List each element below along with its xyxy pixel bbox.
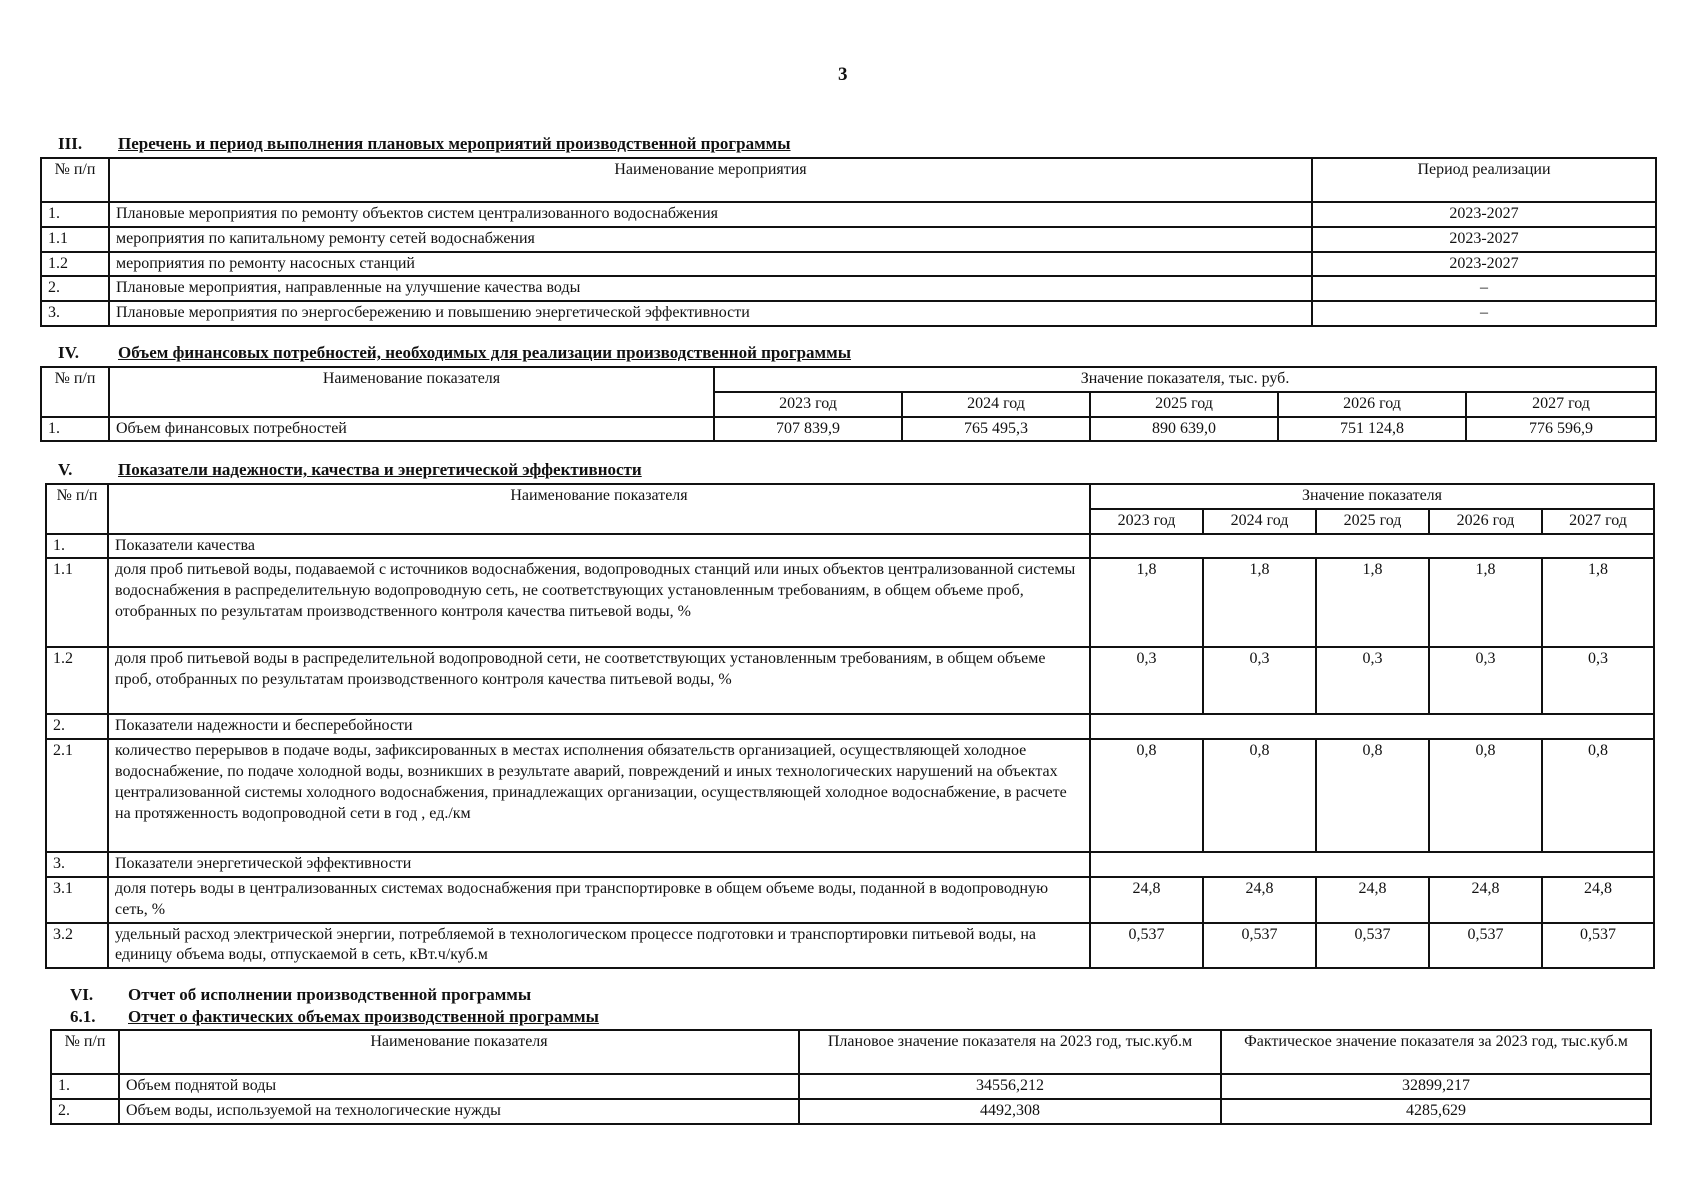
header-year-2023: 2023 год [714,392,902,417]
row-name: Плановые мероприятия по энергосбережению и повышению энергетической эффективности [109,301,1312,326]
row-value-2023: 0,3 [1090,647,1203,714]
section-5-title [58,460,642,480]
header-period: Период реализации [1312,158,1656,202]
row-actual-value: 4285,629 [1221,1099,1651,1124]
header-number: № п/п [41,367,109,417]
row-number: 3.1 [46,877,108,923]
section-3-number: III. [58,134,83,153]
row-values-empty [1090,534,1654,559]
header-year-2026: 2026 год [1278,392,1466,417]
row-name: доля потерь воды в централизованных системах водоснабжения при транспортировке в общем объеме воды, поданной в водопроводную сеть, % [108,877,1090,923]
row-value-2023: 24,8 [1090,877,1203,923]
row-value-2024: 1,8 [1203,558,1316,647]
row-name: Показатели качества [108,534,1090,559]
row-value-2024: 24,8 [1203,877,1316,923]
row-plan-value: 4492,308 [799,1099,1221,1124]
section-4-number: IV. [58,343,79,362]
row-plan-value: 34556,212 [799,1074,1221,1099]
header-year-2023: 2023 год [1090,509,1203,534]
row-number: 1.2 [46,647,108,714]
row-number: 1.1 [41,227,109,252]
section-3-heading: Перечень и период выполнения плановых мероприятий производственной программы [118,134,791,153]
table-row [46,852,1654,877]
row-value-2027: 0,3 [1542,647,1654,714]
row-period: 2023-2027 [1312,227,1656,252]
row-value-2026: 1,8 [1429,558,1542,647]
row-number: 2.1 [46,739,108,852]
row-value-2027: 1,8 [1542,558,1654,647]
row-number: 1.2 [41,252,109,277]
row-number: 1.1 [46,558,108,647]
header-plan-value: Плановое значение показателя на 2023 год, тыс.куб.м [799,1030,1221,1074]
row-name: Плановые мероприятия по ремонту объектов систем централизованного водоснабжения [109,202,1312,227]
row-value-2024: 0,8 [1203,739,1316,852]
row-name: Показатели надежности и бесперебойности [108,714,1090,739]
row-value-2024: 0,537 [1203,923,1316,969]
row-number: 2. [41,276,109,301]
table-row [41,227,1656,252]
row-name: мероприятия по ремонту насосных станций [109,252,1312,277]
subsection-6-1-title [70,1007,599,1027]
row-value-2025: 24,8 [1316,877,1429,923]
header-year-2026: 2026 год [1429,509,1542,534]
header-indicator-name: Наименование показателя [108,484,1090,534]
financial-needs-table [40,366,1657,442]
row-name: удельный расход электрической энергии, потребляемой в технологическом процессе подготовки и транспортировки питьевой воды, на единицу объема воды, отпускаемой в сеть, кВт.ч/куб.м [108,923,1090,969]
subsection-6-1-number: 6.1. [70,1007,96,1026]
row-name: Показатели энергетической эффективности [108,852,1090,877]
row-value-2023: 0,537 [1090,923,1203,969]
header-indicator-name: Наименование показателя [119,1030,799,1074]
header-year-2025: 2025 год [1090,392,1278,417]
row-number: 3. [46,852,108,877]
row-value-2023: 0,8 [1090,739,1203,852]
row-value-2025: 890 639,0 [1090,417,1278,442]
table-row [41,276,1656,301]
row-value-2027: 24,8 [1542,877,1654,923]
header-number: № п/п [46,484,108,534]
row-value-2026: 24,8 [1429,877,1542,923]
table-row [51,1099,1651,1124]
row-value-2024: 765 495,3 [902,417,1090,442]
row-period: 2023-2027 [1312,252,1656,277]
row-name: Объем финансовых потребностей [109,417,714,442]
row-value-2024: 0,3 [1203,647,1316,714]
row-number: 2. [51,1099,119,1124]
subsection-6-1-heading: Отчет о фактических объемах производственной программы [128,1007,599,1026]
section-4-title [58,343,851,363]
section-5-heading: Показатели надежности, качества и энергетической эффективности [118,460,642,479]
header-number: № п/п [51,1030,119,1074]
row-value-2025: 0,537 [1316,923,1429,969]
table-row [46,739,1654,852]
row-number: 1. [46,534,108,559]
header-year-2024: 2024 год [1203,509,1316,534]
table-row [46,714,1654,739]
row-name: Плановые мероприятия, направленные на улучшение качества воды [109,276,1312,301]
row-period: 2023-2027 [1312,202,1656,227]
section-5-number: V. [58,460,73,479]
header-indicator-value: Значение показателя [1090,484,1654,509]
header-actual-value: Фактическое значение показателя за 2023 год, тыс.куб.м [1221,1030,1651,1074]
row-period: – [1312,276,1656,301]
table-row [46,647,1654,714]
indicators-table [45,483,1655,969]
row-number: 2. [46,714,108,739]
production-report-table [50,1029,1652,1125]
table-row [46,534,1654,559]
row-values-empty [1090,714,1654,739]
row-name: Объем поднятой воды [119,1074,799,1099]
table-row [51,1074,1651,1099]
section-3-title [58,134,791,154]
header-year-2024: 2024 год [902,392,1090,417]
activities-table [40,157,1657,327]
row-value-2026: 751 124,8 [1278,417,1466,442]
row-values-empty [1090,852,1654,877]
row-name: мероприятия по капитальному ремонту сетей водоснабжения [109,227,1312,252]
header-number: № п/п [41,158,109,202]
row-number: 1. [41,417,109,442]
header-year-2025: 2025 год [1316,509,1429,534]
header-year-2027: 2027 год [1542,509,1654,534]
row-name: доля проб питьевой воды, подаваемой с источников водоснабжения, водопроводных станций или иных объектов централизованной системы водоснабжения в распределительную водопроводную сеть, не соответствующих установленным требованиям, в общем объеме проб, отобранных по результатам производственного контроля качества питьевой воды, % [108,558,1090,647]
section-6-number: VI. [70,985,94,1004]
section-4-heading: Объем финансовых потребностей, необходимых для реализации производственной программы [118,343,851,362]
row-value-2027: 776 596,9 [1466,417,1656,442]
table-row [46,558,1654,647]
table-row [41,202,1656,227]
row-number: 1. [41,202,109,227]
row-value-2026: 0,8 [1429,739,1542,852]
header-year-2027: 2027 год [1466,392,1656,417]
row-actual-value: 32899,217 [1221,1074,1651,1099]
section-6-heading: Отчет об исполнении производственной программы [128,985,532,1004]
row-name: Объем воды, используемой на технологические нужды [119,1099,799,1124]
row-number: 3.2 [46,923,108,969]
table-row [46,877,1654,923]
row-value-2026: 0,3 [1429,647,1542,714]
row-value-2025: 0,8 [1316,739,1429,852]
row-value-2025: 1,8 [1316,558,1429,647]
table-row [41,301,1656,326]
row-period: – [1312,301,1656,326]
header-indicator-name: Наименование показателя [109,367,714,417]
row-value-2027: 0,8 [1542,739,1654,852]
section-6-title [70,985,531,1005]
table-row [46,923,1654,969]
row-number: 3. [41,301,109,326]
header-activity-name: Наименование мероприятия [109,158,1312,202]
row-value-2023: 707 839,9 [714,417,902,442]
row-value-2026: 0,537 [1429,923,1542,969]
row-name: количество перерывов в подаче воды, зафиксированных в местах исполнения обязательств организацией, осуществляющей холодное водоснабжение, по подаче холодной воды, возникших в результате аварий, повреждений и иных технологических нарушений на объектах централизованной системы холодного водоснабжения, принадлежащих организации, осуществляющей холодное водоснабжение, в расчете на протяженность водопроводной сети в год , ед./км [108,739,1090,852]
page-number: 3 [838,64,848,85]
row-name: доля проб питьевой воды в распределительной водопроводной сети, не соответствующих установленным требованиям, в общем объеме проб, отобранных по результатам производственного контроля качества питьевой воды, % [108,647,1090,714]
row-value-2023: 1,8 [1090,558,1203,647]
table-row [41,252,1656,277]
header-indicator-value: Значение показателя, тыс. руб. [714,367,1656,392]
table-row [41,417,1656,442]
row-number: 1. [51,1074,119,1099]
row-value-2025: 0,3 [1316,647,1429,714]
row-value-2027: 0,537 [1542,923,1654,969]
